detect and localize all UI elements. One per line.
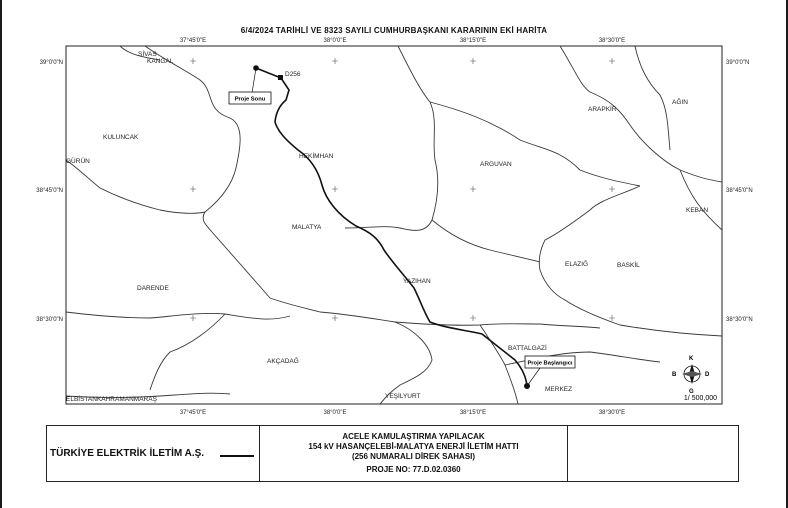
map-frame [66,46,722,404]
place-hekimhan: HEKİMHAN [299,153,334,160]
legend-line-symbol [220,455,254,457]
lat-right-1: 39°0'0"N [726,60,750,66]
place-arguvan: ARGUVAN [480,161,512,168]
lat-right-3: 38°30'0"N [726,317,753,323]
lat-left-3: 38°30'0"N [36,317,63,323]
lon-top-2: 38°0'0"E [323,38,347,44]
boundary-arguvan-south [430,102,640,186]
place-keban: KEBAN [686,207,709,214]
place-malatya: MALATYA [292,224,322,231]
place-yesilyurt: YEŞİLYURT [385,393,421,400]
lon-top-3: 38°15'0"E [459,38,487,44]
boundary-kuluncak-darende [66,160,205,213]
lat-left-1: 39°0'0"N [39,60,63,66]
place-kangal: KANGAL [147,58,174,65]
place-arapkir: ARAPKİR [588,106,617,113]
longitude-labels-bottom [180,410,625,416]
place-gurun: GÜRÜN [66,158,90,165]
place-elazig: ELAZIĞ [565,261,589,268]
lon-top-4: 38°30'0"E [598,38,626,44]
legend-line-1: ACELE KAMULAŞTIRMA YAPILACAK [342,432,485,441]
longitude-labels-top [180,38,625,44]
legend-line-3: (256 NUMARALI DİREK SAHASI) [351,452,476,461]
lon-top-1: 37°45'0"E [179,38,207,44]
place-merkez: MERKEZ [545,386,573,393]
place-agin: AĞIN [672,99,688,106]
boundary-darende-akcadag [66,312,290,319]
place-darende: DARENDE [137,285,169,292]
lon-bottom-1: 37°45'0"E [179,410,207,416]
compass-south: G [689,389,694,395]
latitude-labels-right [726,60,753,323]
compass-west: B [672,372,677,378]
lat-right-2: 38°45'0"N [726,188,753,194]
boundary-malatya-battalgazi [395,322,600,328]
compass-north: K [689,356,694,362]
compass-rose [672,356,710,395]
compass-east: D [705,372,710,378]
end-callout-leader [252,68,256,93]
place-akcadag: AKÇADAĞ [267,358,299,365]
lat-left-2: 38°45'0"N [36,188,63,194]
place-sivas: SİVAS [138,51,157,58]
boundary-keban [680,170,722,230]
map-scale: 1/ 500,000 [683,395,717,402]
legend-line-2: 154 kV HASANÇELEBİ-MALATYA ENERJİ İLETİM HATTI [308,442,519,451]
end-callout-label: Proje Sonu [234,96,266,103]
lon-bottom-4: 38°30'0"E [598,410,626,416]
place-baskil: BASKİL [617,262,640,269]
place-labels [66,49,708,403]
start-callout-leader [527,368,540,386]
place-kuluncak: KULUNCAK [103,134,139,141]
legend-box [46,425,739,482]
place-d256: D256 [285,71,301,78]
legend-project-cell [260,426,568,481]
boundary-yazihan-elazig [432,220,540,262]
pylon-d256-marker[interactable] [278,75,283,80]
lon-bottom-3: 38°15'0"E [459,410,487,416]
place-battalgazi: BATTALGAZİ [508,345,547,352]
company-name: TÜRKİYE ELEKTRİK İLETİM A.Ş. [50,448,205,459]
start-callout-label: Proje Başlangıcı [527,360,573,367]
district-boundaries [66,46,722,404]
boundary-akcadag-west [150,314,225,390]
map-title: 6/4/2024 TARİHLİ VE 8323 SAYILI CUMHURBAŞKANI KARARININ EKİ HARİTA [240,26,548,35]
boundary-kuluncak-malatya [145,46,320,312]
place-yazihan: YAZIHAN [403,278,431,285]
project-number: PROJE NO: 77.D.02.0360 [366,465,461,474]
legend-company-cell [47,426,260,481]
boundary-arapkir-agin [635,46,670,150]
lon-bottom-2: 38°0'0"E [323,410,347,416]
boundary-akcadag-yesilyurt [320,312,432,404]
place-elbistan: ELBİSTANKAHRAMANMARAŞ [66,396,157,403]
legend-empty-cell [568,426,740,481]
boundary-hekimhan-arguvan [345,46,438,230]
latitude-labels-left [36,60,63,323]
